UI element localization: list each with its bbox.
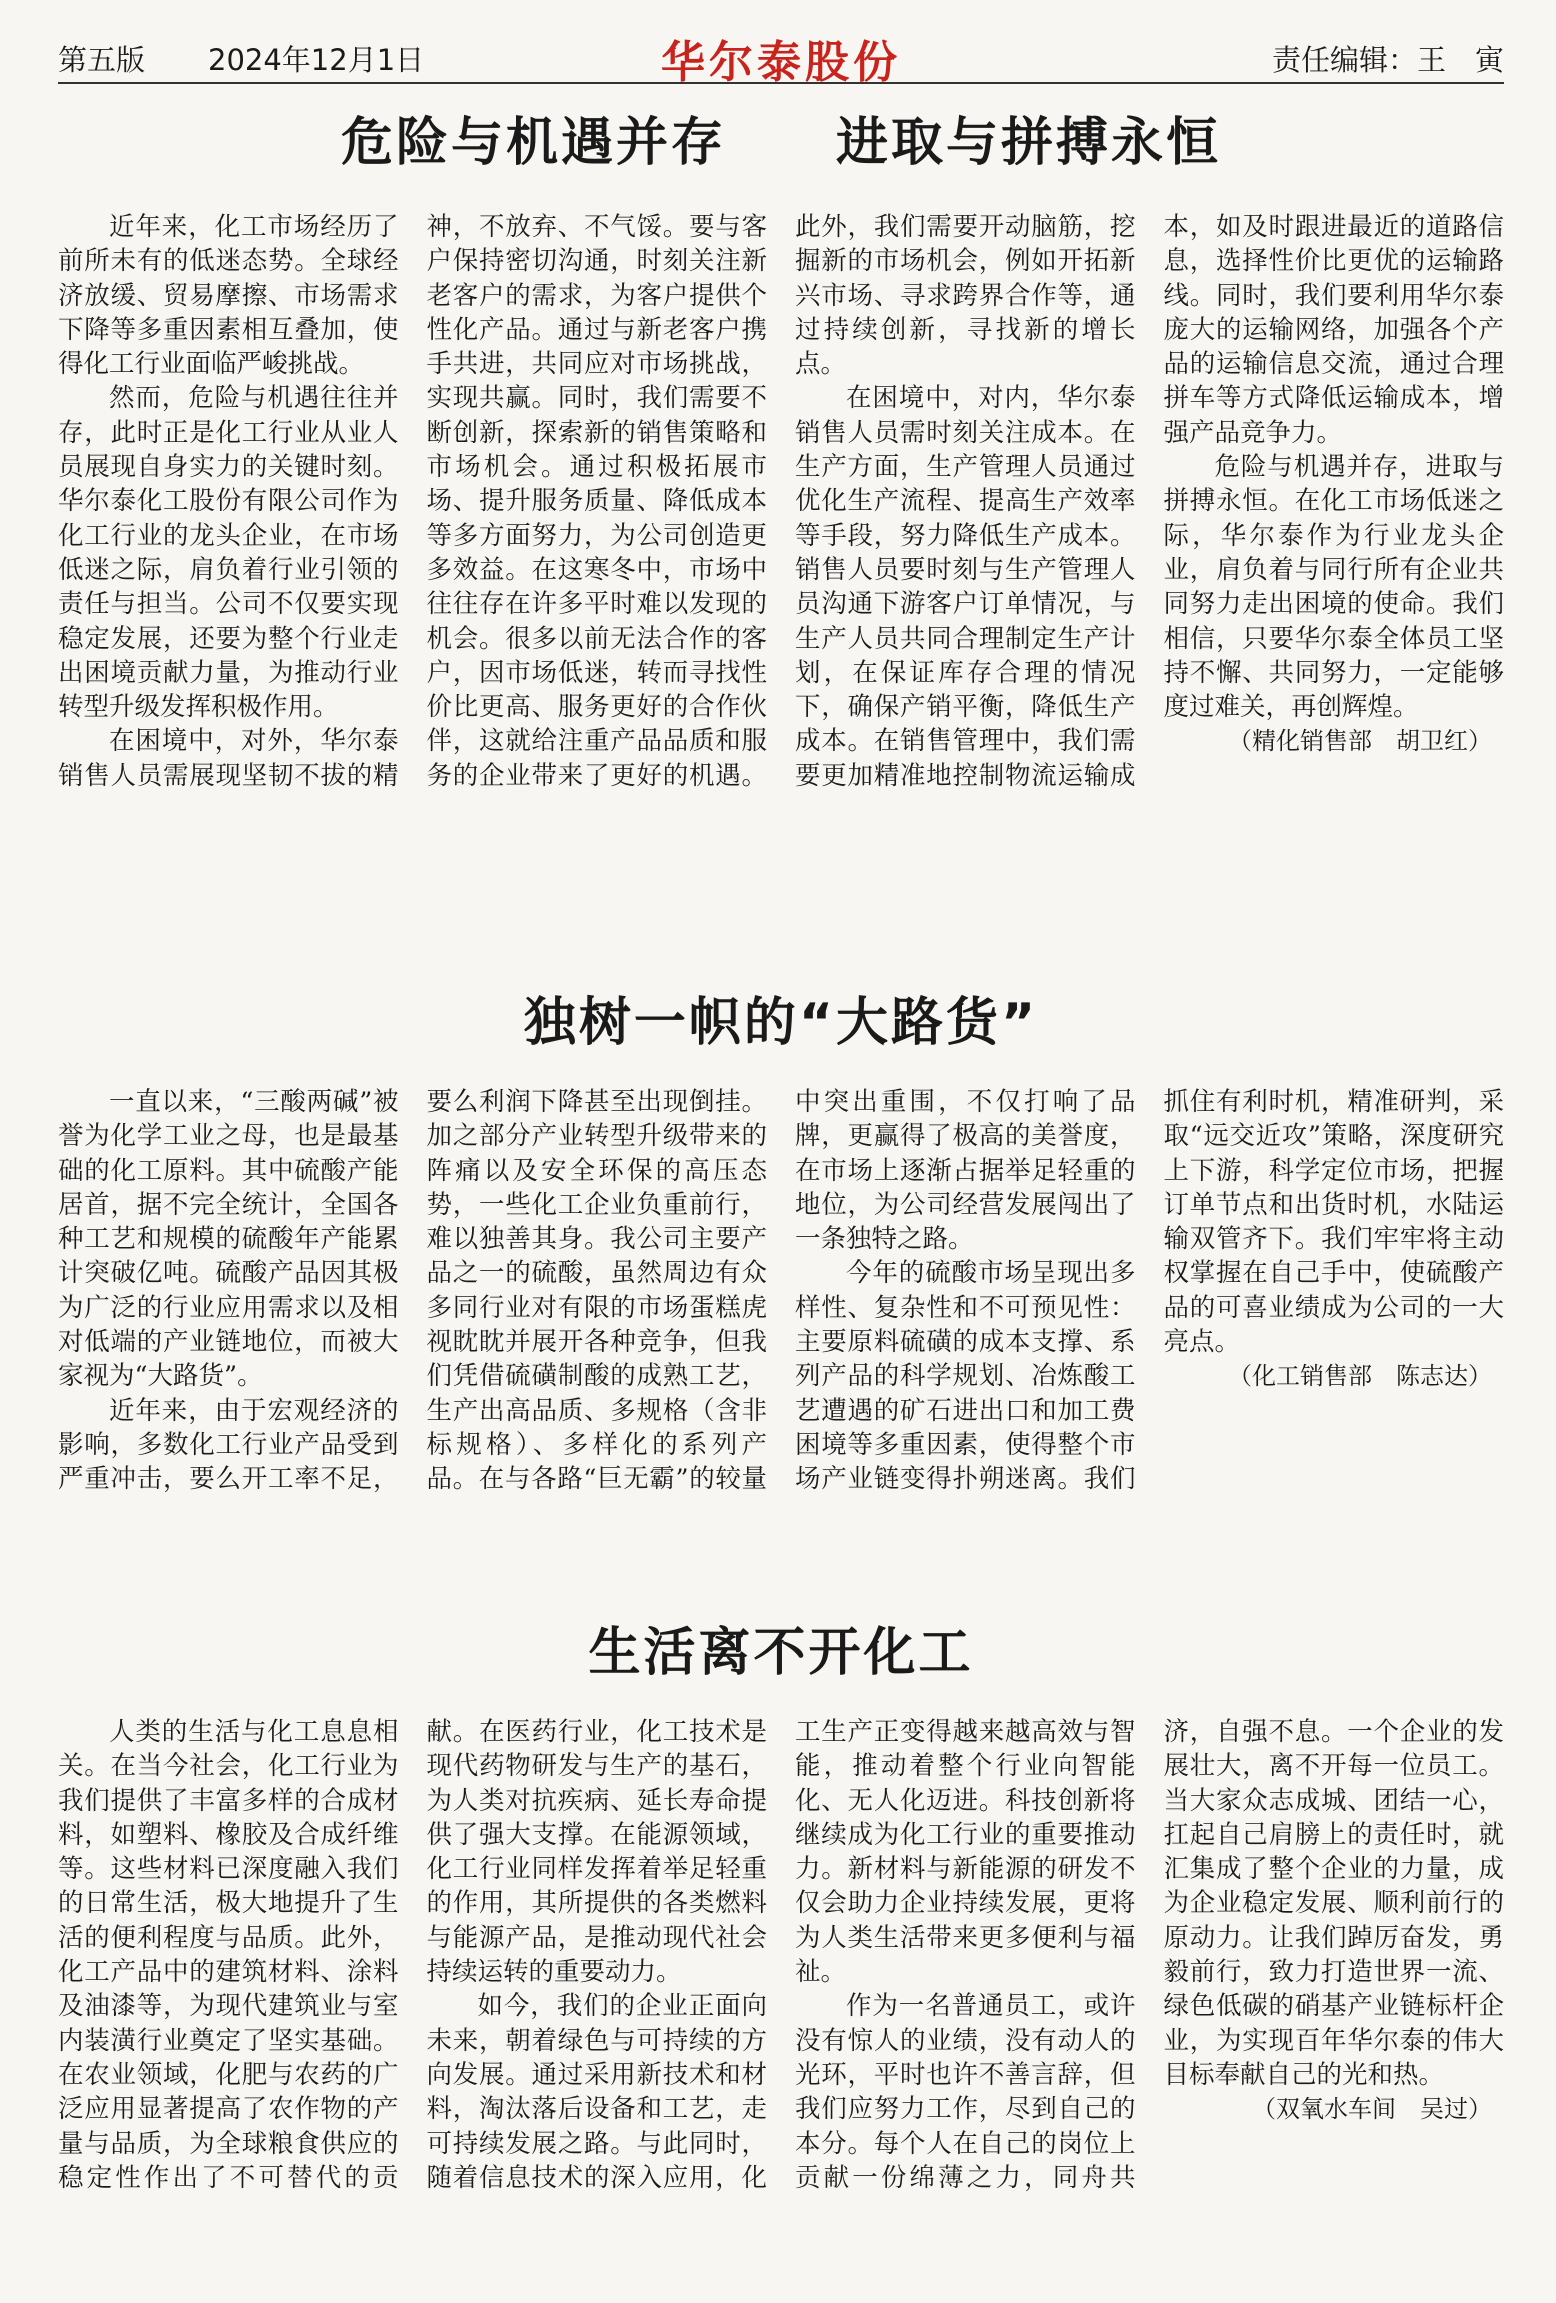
article-1-title: 危险与机遇并存 进取与拼搏永恒 (340, 113, 1221, 173)
paragraph: 人类的生活与化工息息相关。在当今社会，化工行业为我们提供了丰富多样的合成材料，如塑料、橡胶及合成纤维等。这些材料已深度融入我们的日常生活，极大地提升了生活的便利程度与品质。此外，化工产品中的建筑材料、涂料及油漆等，为现代建筑业与室内装潢行业奠定了坚实基础。在农业领域，化肥与农药的广泛应用显著提高了农作物的产量与品质，为全球粮食供应的稳定性作出了不可替代的贡献。在医药行业，化工技术是现代药物研发与生产的基石，为人类对抗疾病、延长寿命提供了强大支撑。在能源领域，化工行业同样发挥着举足轻重的作用，其所提供的各类燃料与能源产品，是推动现代社会持续运转的重要动力。 (58, 1717, 767, 2193)
article-2-title: 独树一帜的“大路货” (523, 993, 1039, 1053)
editor-credit: 责任编辑：王 寅 (1271, 43, 1504, 77)
article-2-signature: （化工销售部 陈志达） (1228, 1362, 1492, 1391)
paragraph: 在困境中，对外，华尔泰销售人员需展现坚韧不拔的精神，不放弃、不气馁。要与客户保持密切沟通，时刻关注新老客户的需求，为客户提供个性化产品。通过与新老客户携手共进，共同应对市场挑战，实现共赢。同时，我们需要不断创新，探索新的销售策略和市场机会。通过积极拓展市场、提升服务质量、降低成本等多方面努力，为公司创造更多效益。在这寒冬中，市场中往往存在许多平时难以发现的机会。很多以前无法合作的客户，因市场低迷，转而寻找性价比更高、服务更好的合作伙伴，这就给注重产品品质和服务的企业带来了更好的机遇。此外，我们需要开动脑筋，挖掘新的市场机会，例如开拓新兴市场、寻求跨界合作等，通过持续创新，寻找新的增长点。 (58, 212, 1136, 791)
paragraph: 近年来，化工市场经历了前所未有的低迷态势。全球经济放缓、贸易摩擦、市场需求下降等多重因素相互叠加，使得化工行业面临严峻挑战。 (58, 212, 399, 380)
article-3-text (58, 1715, 1504, 2285)
masthead (58, 30, 1504, 88)
article-1-body (58, 210, 1504, 930)
article-3-body (58, 1715, 1504, 2285)
paragraph: 在困境中，对内，华尔泰销售人员需时刻关注成本。在生产方面，生产管理人员通过优化生产流程、提高生产效率等手段，努力降低生产成本。销售人员要时刻与生产管理人员沟通下游客户订单情况，与生产人员共同合理制定生产计划，在保证库存合理的情况下，确保产销平衡，降低生产成本。在销售管理中，我们需要更加精准地控制物流运输成本，如及时跟进最近的道路信息，选择性价比更优的运输路线。同时，我们要利用华尔泰庞大的运输网络，加强各个产品的运输信息交流，通过合理拼车等方式降低运输成本，增强产品竞争力。 (795, 212, 1504, 791)
paragraph: 危险与机遇并存，进取与拼搏永恒。在化工市场低迷之际，华尔泰作为行业龙头企业，肩负着与同行所有企业共同努力走出困境的使命。我们相信，只要华尔泰全体员工坚持不懈、共同努力，一定能够度过难关，再创辉煌。 (1163, 452, 1504, 723)
article-1-signature: （精化销售部 胡卫红） (1228, 727, 1492, 756)
article-1-text (58, 210, 1504, 930)
article-3-signature: （双氧水车间 吴过） (1252, 2095, 1492, 2124)
article-2-text (58, 1085, 1504, 1565)
paragraph: 然而，危险与机遇往往并存，此时正是化工行业从业人员展现自身实力的关键时刻。华尔泰化工股份有限公司作为化工行业的龙头企业，在市场低迷之际，肩负着行业引领的责任与担当。公司不仅要实现稳定发展，还要为整个行业走出困境贡献力量，为推动行业转型升级发挥积极作用。 (58, 383, 399, 723)
issue-date: 2024年12月1日 (208, 43, 425, 77)
paragraph: 作为一名普通员工，或许没有惊人的业绩，没有动人的光环，平时也许不善言辞，但我们应努力工作，尽到自己的本分。每个人在自己的岗位上贡献一份绵薄之力，同舟共济，自强不息。一个企业的发展壮大，离不开每一位员工。当大家众志成城、团结一心，扛起自己肩膀上的责任时，就汇集成了整个企业的力量，成为企业稳定发展、顺利前行的原动力。让我们踔厉奋发，勇毅前行，致力打造世界一流、绿色低碳的硝基产业链标杆企业，为实现百年华尔泰的伟大目标奉献自己的光和热。 (795, 1717, 1504, 2193)
paragraph: 近年来，由于宏观经济的影响，多数化工行业产品受到严重冲击，要么开工率不足，要么利润下降甚至出现倒挂。加之部分产业转型升级带来的阵痛以及安全环保的高压态势，一些化工企业负重前行，难以独善其身。我公司主要产品之一的硫酸，虽然周边有众多同行业对有限的市场蛋糕虎视眈眈并展开各种竞争，但我们凭借硫磺制酸的成熟工艺，生产出高品质、多规格（含非标规格）、多样化的系列产品。在与各路“巨无霸”的较量中突出重围，不仅打响了品牌，更赢得了极高的美誉度，在市场上逐渐占据举足轻重的地位，为公司经营发展闯出了一条独特之路。 (58, 1087, 1136, 1495)
paragraph: 如今，我们的企业正面向未来，朝着绿色与可持续的方向发展。通过采用新技术和材料，淘汰落后设备和工艺，走可持续发展之路。与此同时，随着信息技术的深入应用，化工生产正变得越来越高效与智能，推动着整个行业向智能化、无人化迈进。科技创新将继续成为化工行业的重要推动力。新材料与新能源的研发不仅会助力企业持续发展，更将为人类生活带来更多便利与福祉。 (426, 1717, 1136, 2193)
edition-label: 第五版 (58, 43, 146, 77)
article-3-title: 生活离不开化工 (588, 1623, 974, 1683)
newspaper-name: 华尔泰股份 (661, 37, 901, 88)
article-2-body (58, 1085, 1504, 1565)
paragraph: 一直以来，“三酸两碱”被誉为化学工业之母，也是最基础的化工原料。其中硫酸产能居首，据不完全统计，全国各种工艺和规模的硫酸年产能累计突破亿吨。硫酸产品因其极为广泛的行业应用需求以及相对低端的产业链地位，而被大家视为“大路货”。 (58, 1087, 399, 1392)
paragraph: 今年的硫酸市场呈现出多样性、复杂性和不可预见性：主要原料硫磺的成本支撑、系列产品的科学规划、冶炼酸工艺遭遇的矿石进出口和加工费困境等多重因素，使得整个市场产业链变得扑朔迷离。我们抓住有利时机，精准研判，采取“远交近攻”策略，深度研究上下游，科学定位市场，把握订单节点和出货时机，水陆运输双管齐下。我们牢牢将主动权掌握在自己手中，使硫酸产品的可喜业绩成为公司的一大亮点。 (795, 1087, 1504, 1495)
